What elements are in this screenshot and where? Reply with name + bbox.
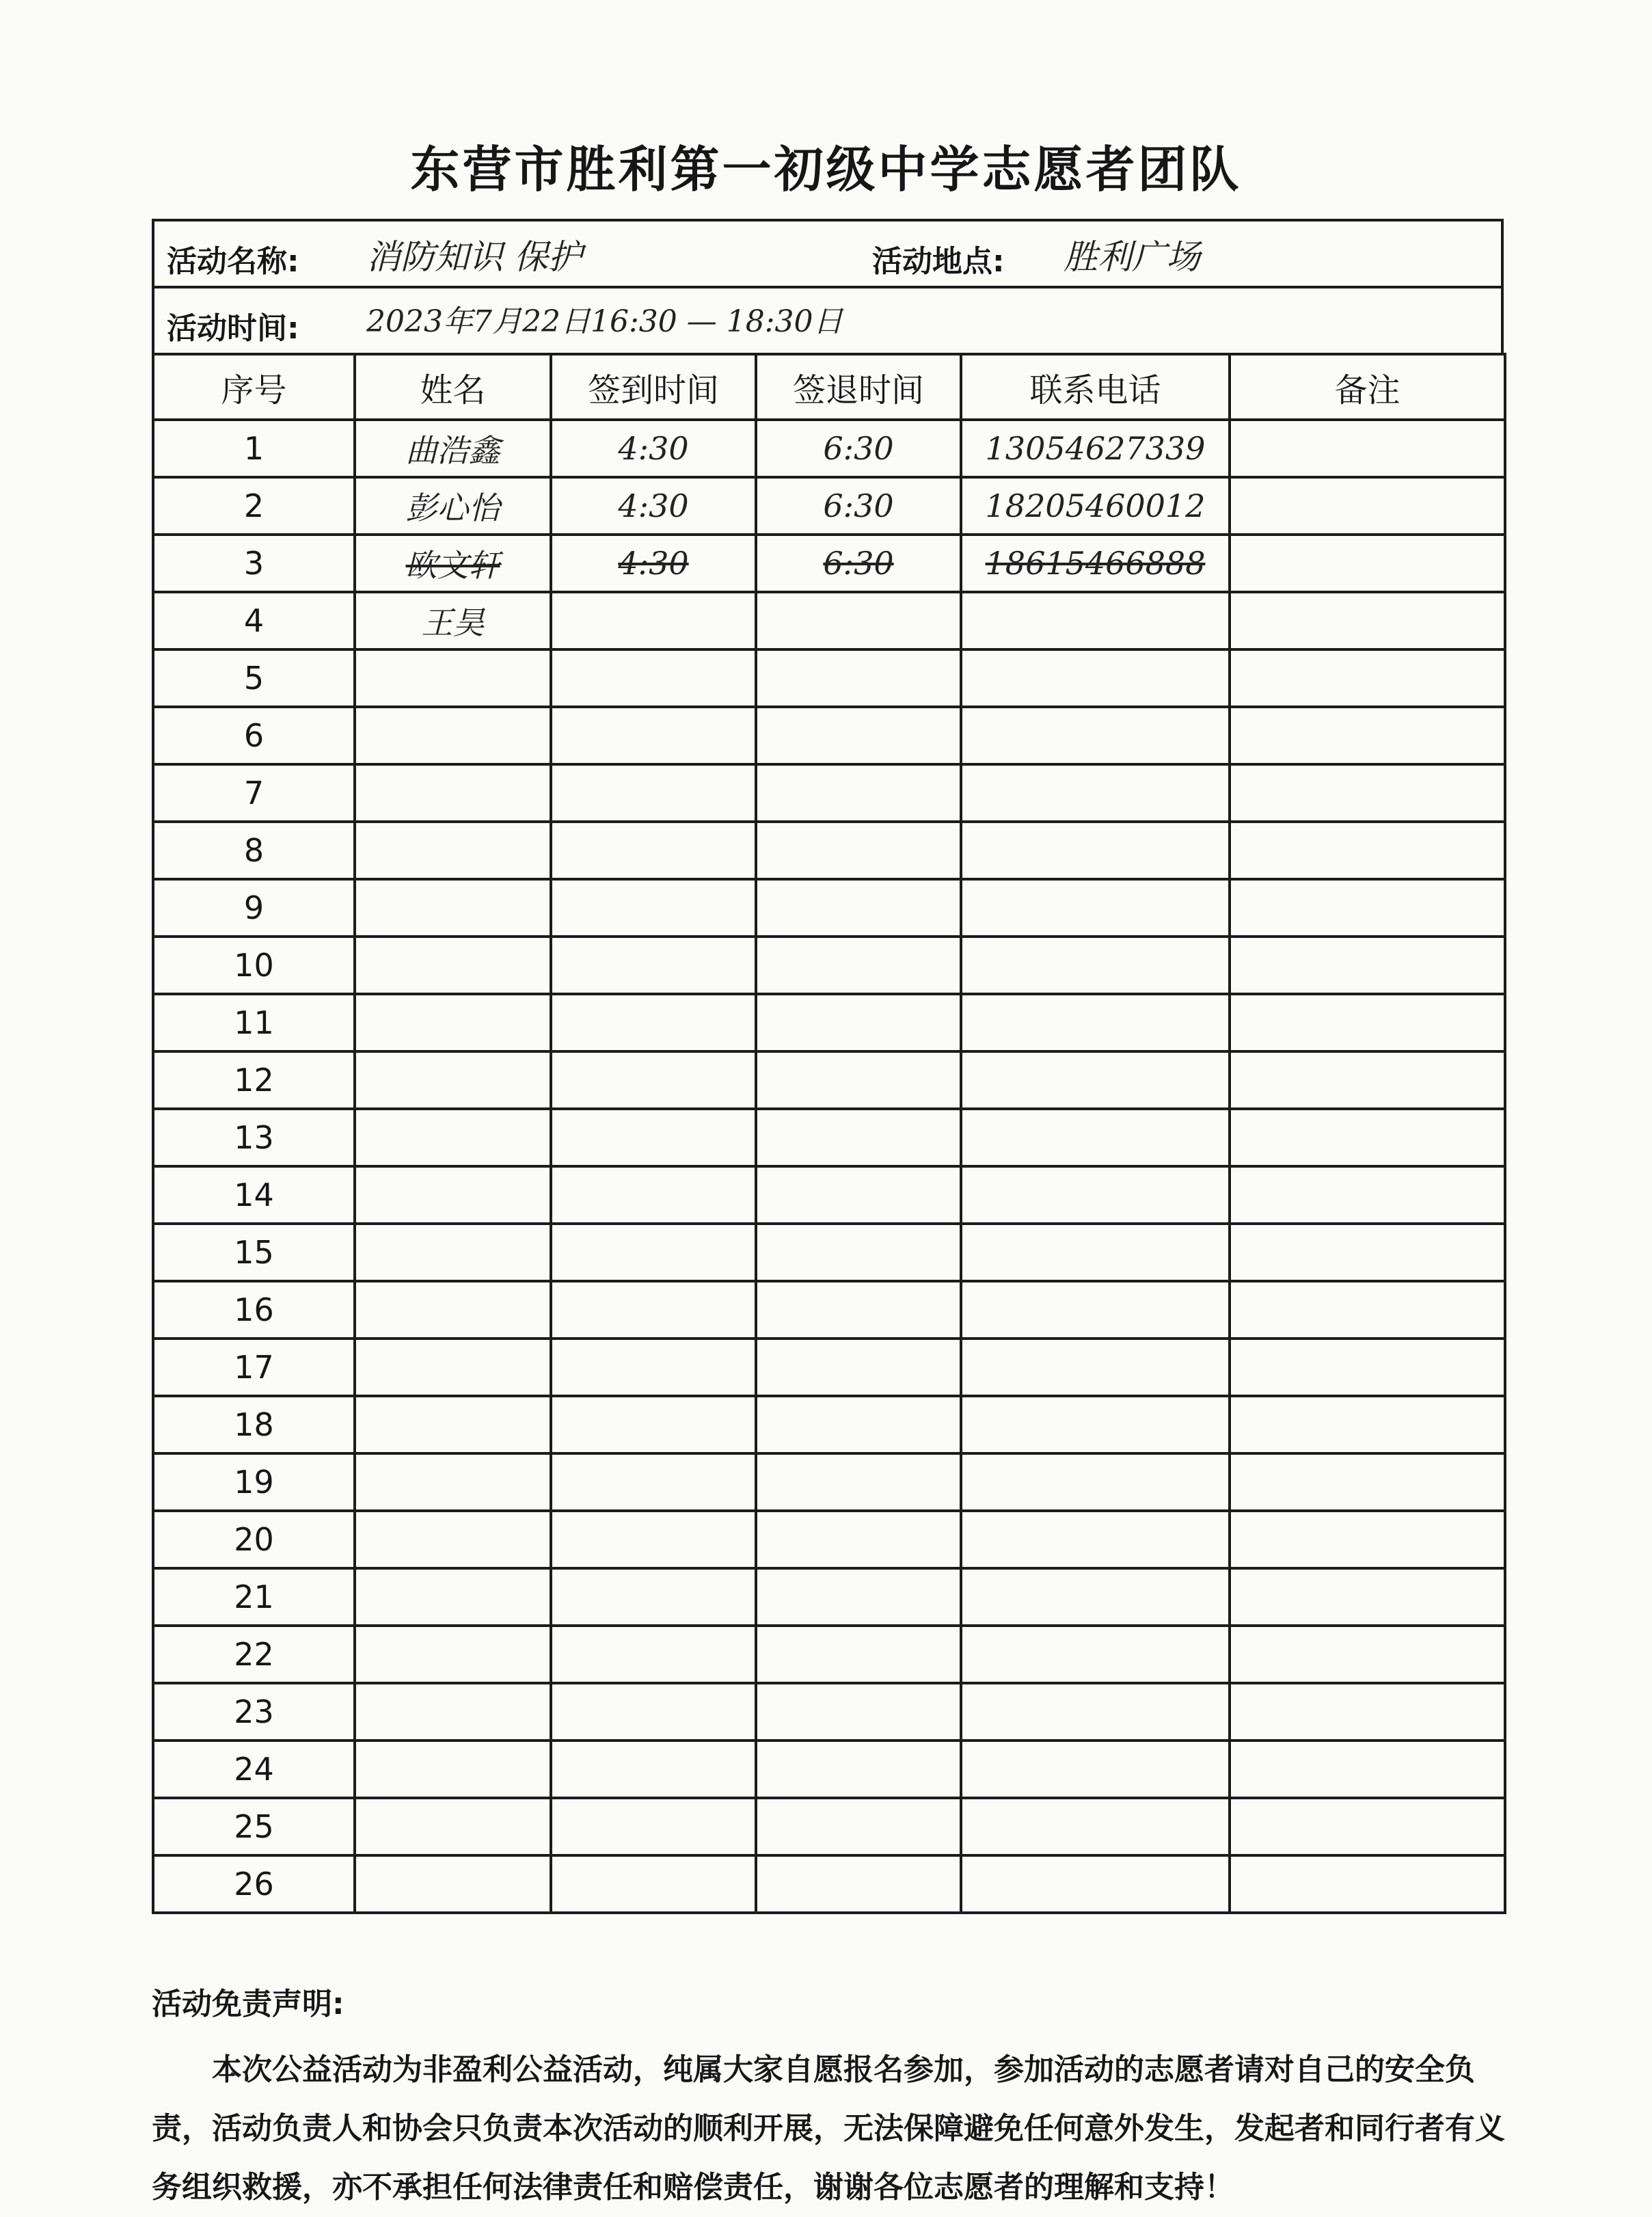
checkout-time <box>756 994 961 1051</box>
table-row <box>153 1741 1505 1798</box>
note <box>1230 822 1505 879</box>
volunteer-name <box>355 707 551 764</box>
phone-number <box>961 1109 1230 1166</box>
volunteer-name <box>355 1224 551 1281</box>
checkin-time <box>551 707 756 764</box>
volunteer-name <box>355 937 551 994</box>
checkout-time <box>756 1568 961 1626</box>
activity-place-label: 活动地点: <box>872 244 1005 279</box>
volunteer-name <box>355 1511 551 1568</box>
volunteer-name <box>355 1396 551 1453</box>
checkin-time <box>551 937 756 994</box>
note <box>1230 1224 1505 1281</box>
phone-number <box>961 1051 1230 1109</box>
volunteer-name: 彭心怡 <box>355 477 551 535</box>
volunteer-name: 欧文轩 <box>355 535 551 592</box>
row-number: 25 <box>153 1798 355 1855</box>
phone-number <box>961 1568 1230 1626</box>
note <box>1230 1683 1505 1741</box>
checkout-time <box>756 592 961 649</box>
checkin-time <box>551 822 756 879</box>
checkout-time <box>756 1224 961 1281</box>
row-number: 3 <box>153 535 355 592</box>
table-row <box>153 707 1505 764</box>
checkin-time <box>551 1683 756 1741</box>
activity-name-label: 活动名称: <box>167 244 299 279</box>
checkin-time <box>551 764 756 822</box>
activity-time-value: 2023年7月22日16:30 — 18:30日 <box>366 304 843 339</box>
note <box>1230 1396 1505 1453</box>
checkin-time <box>551 1855 756 1913</box>
phone-number: 18205460012 <box>961 477 1230 535</box>
volunteer-name <box>355 1798 551 1855</box>
table-row <box>153 1166 1505 1224</box>
checkin-time <box>551 1568 756 1626</box>
note <box>1230 1051 1505 1109</box>
volunteer-name <box>355 1281 551 1339</box>
checkout-time <box>756 1339 961 1396</box>
note <box>1230 420 1505 477</box>
activity-place-value: 胜利广场 <box>1064 237 1200 277</box>
table-row <box>153 1396 1505 1453</box>
table-row <box>153 1683 1505 1741</box>
volunteer-name <box>355 994 551 1051</box>
table-row <box>153 1511 1505 1568</box>
table-row <box>153 1798 1505 1855</box>
volunteer-name <box>355 1855 551 1913</box>
checkout-time <box>756 1166 961 1224</box>
disclaimer <box>152 1979 1512 2217</box>
checkout-time <box>756 1798 961 1855</box>
checkin-time: 4:30 <box>551 420 756 477</box>
phone-number <box>961 1855 1230 1913</box>
checkout-time: 6:30 <box>756 420 961 477</box>
row-number: 6 <box>153 707 355 764</box>
table-row <box>153 1453 1505 1511</box>
checkin-time <box>551 1109 756 1166</box>
row-number: 2 <box>153 477 355 535</box>
note <box>1230 994 1505 1051</box>
row-number: 15 <box>153 1224 355 1281</box>
checkin-time: 4:30 <box>551 535 756 592</box>
note <box>1230 1568 1505 1626</box>
phone-number <box>961 879 1230 937</box>
checkout-time: 6:30 <box>756 477 961 535</box>
phone-number: 18615466888 <box>961 535 1230 592</box>
table-row <box>153 592 1505 649</box>
table-row <box>153 764 1505 822</box>
row-number: 21 <box>153 1568 355 1626</box>
table-row <box>153 1626 1505 1683</box>
row-number: 23 <box>153 1683 355 1741</box>
row-number: 11 <box>153 994 355 1051</box>
table-row <box>153 535 1505 592</box>
row-number: 19 <box>153 1453 355 1511</box>
checkin-time <box>551 1051 756 1109</box>
checkin-time <box>551 1396 756 1453</box>
row-number: 22 <box>153 1626 355 1683</box>
row-number: 24 <box>153 1741 355 1798</box>
volunteer-name <box>355 1109 551 1166</box>
activity-time-label: 活动时间: <box>167 311 299 346</box>
checkout-time <box>756 1626 961 1683</box>
row-number: 26 <box>153 1855 355 1913</box>
checkout-time <box>756 1453 961 1511</box>
volunteer-name <box>355 1568 551 1626</box>
table-row <box>153 649 1505 707</box>
table-row <box>153 994 1505 1051</box>
row-number: 18 <box>153 1396 355 1453</box>
note <box>1230 649 1505 707</box>
table-row <box>153 937 1505 994</box>
activity-time-row <box>152 286 1504 355</box>
checkout-time <box>756 1281 961 1339</box>
checkin-time <box>551 1798 756 1855</box>
checkout-time <box>756 1511 961 1568</box>
col-header-note: 备注 <box>1230 354 1505 420</box>
table-row <box>153 1855 1505 1913</box>
row-number: 20 <box>153 1511 355 1568</box>
checkout-time <box>756 1109 961 1166</box>
note <box>1230 592 1505 649</box>
col-header-name: 姓名 <box>355 354 551 420</box>
table-row <box>153 1224 1505 1281</box>
note <box>1230 535 1505 592</box>
checkout-time <box>756 707 961 764</box>
col-header-no: 序号 <box>153 354 355 420</box>
row-number: 4 <box>153 592 355 649</box>
row-number: 14 <box>153 1166 355 1224</box>
volunteer-name <box>355 822 551 879</box>
checkout-time <box>756 1051 961 1109</box>
table-row <box>153 477 1505 535</box>
table-header-row <box>153 354 1505 420</box>
volunteer-table <box>152 353 1506 1914</box>
disclaimer-body: 本次公益活动为非盈利公益活动，纯属大家自愿报名参加，参加活动的志愿者请对自己的安全负责，活动负责人和协会只负责本次活动的顺利开展，无法保障避免任何意外发生，发起者和同行者有义务组织救援，亦不承担任何法律责任和赔偿责任，谢谢各位志愿者的理解和支持！ <box>152 2052 1505 2205</box>
checkout-time <box>756 1683 961 1741</box>
col-header-checkin: 签到时间 <box>551 354 756 420</box>
row-number: 8 <box>153 822 355 879</box>
phone-number <box>961 1511 1230 1568</box>
table-row <box>153 822 1505 879</box>
note <box>1230 707 1505 764</box>
disclaimer-title: 活动免责声明: <box>152 1987 344 2021</box>
row-number: 12 <box>153 1051 355 1109</box>
volunteer-name <box>355 1051 551 1109</box>
phone-number <box>961 1166 1230 1224</box>
checkin-time <box>551 1339 756 1396</box>
note <box>1230 879 1505 937</box>
table-row <box>153 420 1505 477</box>
row-number: 10 <box>153 937 355 994</box>
phone-number <box>961 764 1230 822</box>
note <box>1230 1453 1505 1511</box>
volunteer-name <box>355 764 551 822</box>
row-number: 17 <box>153 1339 355 1396</box>
phone-number <box>961 649 1230 707</box>
volunteer-name <box>355 1453 551 1511</box>
phone-number <box>961 994 1230 1051</box>
checkin-time <box>551 1511 756 1568</box>
col-header-checkout: 签退时间 <box>756 354 961 420</box>
phone-number <box>961 1626 1230 1683</box>
table-row <box>153 879 1505 937</box>
phone-number <box>961 937 1230 994</box>
volunteer-name <box>355 1683 551 1741</box>
row-number: 7 <box>153 764 355 822</box>
phone-number: 13054627339 <box>961 420 1230 477</box>
table-row <box>153 1281 1505 1339</box>
checkout-time <box>756 764 961 822</box>
checkout-time <box>756 879 961 937</box>
checkin-time <box>551 1453 756 1511</box>
checkin-time <box>551 1166 756 1224</box>
checkin-time <box>551 1626 756 1683</box>
note <box>1230 1855 1505 1913</box>
volunteer-name <box>355 1339 551 1396</box>
checkin-time <box>551 1741 756 1798</box>
note <box>1230 1339 1505 1396</box>
volunteer-name: 曲浩鑫 <box>355 420 551 477</box>
checkin-time <box>551 879 756 937</box>
phone-number <box>961 1339 1230 1396</box>
volunteer-name <box>355 1741 551 1798</box>
note <box>1230 764 1505 822</box>
table-row <box>153 1339 1505 1396</box>
note <box>1230 1798 1505 1855</box>
checkout-time <box>756 822 961 879</box>
note <box>1230 477 1505 535</box>
note <box>1230 1281 1505 1339</box>
note <box>1230 1626 1505 1683</box>
note <box>1230 1109 1505 1166</box>
checkin-time <box>551 649 756 707</box>
phone-number <box>961 1281 1230 1339</box>
phone-number <box>961 822 1230 879</box>
phone-number <box>961 1798 1230 1855</box>
phone-number <box>961 1741 1230 1798</box>
phone-number <box>961 707 1230 764</box>
phone-number <box>961 1396 1230 1453</box>
note <box>1230 937 1505 994</box>
checkout-time: 6:30 <box>756 535 961 592</box>
phone-number <box>961 1683 1230 1741</box>
table-row <box>153 1051 1505 1109</box>
checkin-time: 4:30 <box>551 477 756 535</box>
checkout-time <box>756 1741 961 1798</box>
note <box>1230 1741 1505 1798</box>
checkout-time <box>756 1855 961 1913</box>
row-number: 13 <box>153 1109 355 1166</box>
activity-name-row <box>152 219 1504 286</box>
volunteer-name <box>355 1166 551 1224</box>
table-row <box>153 1568 1505 1626</box>
checkout-time <box>756 649 961 707</box>
volunteer-name: 王昊 <box>355 592 551 649</box>
col-header-phone: 联系电话 <box>961 354 1230 420</box>
volunteer-name <box>355 1626 551 1683</box>
phone-number <box>961 1224 1230 1281</box>
volunteer-name <box>355 649 551 707</box>
table-row <box>153 1109 1505 1166</box>
activity-name-value: 消防知识 保护 <box>366 237 582 277</box>
row-number: 9 <box>153 879 355 937</box>
row-number: 5 <box>153 649 355 707</box>
note <box>1230 1511 1505 1568</box>
volunteer-name <box>355 879 551 937</box>
checkin-time <box>551 1281 756 1339</box>
checkout-time <box>756 937 961 994</box>
row-number: 1 <box>153 420 355 477</box>
phone-number <box>961 592 1230 649</box>
checkin-time <box>551 592 756 649</box>
page-title: 东营市胜利第一初级中学志愿者团队 <box>410 141 1242 198</box>
checkout-time <box>756 1396 961 1453</box>
note <box>1230 1166 1505 1224</box>
signup-sheet <box>152 219 1504 1914</box>
checkin-time <box>551 1224 756 1281</box>
row-number: 16 <box>153 1281 355 1339</box>
checkin-time <box>551 994 756 1051</box>
phone-number <box>961 1453 1230 1511</box>
